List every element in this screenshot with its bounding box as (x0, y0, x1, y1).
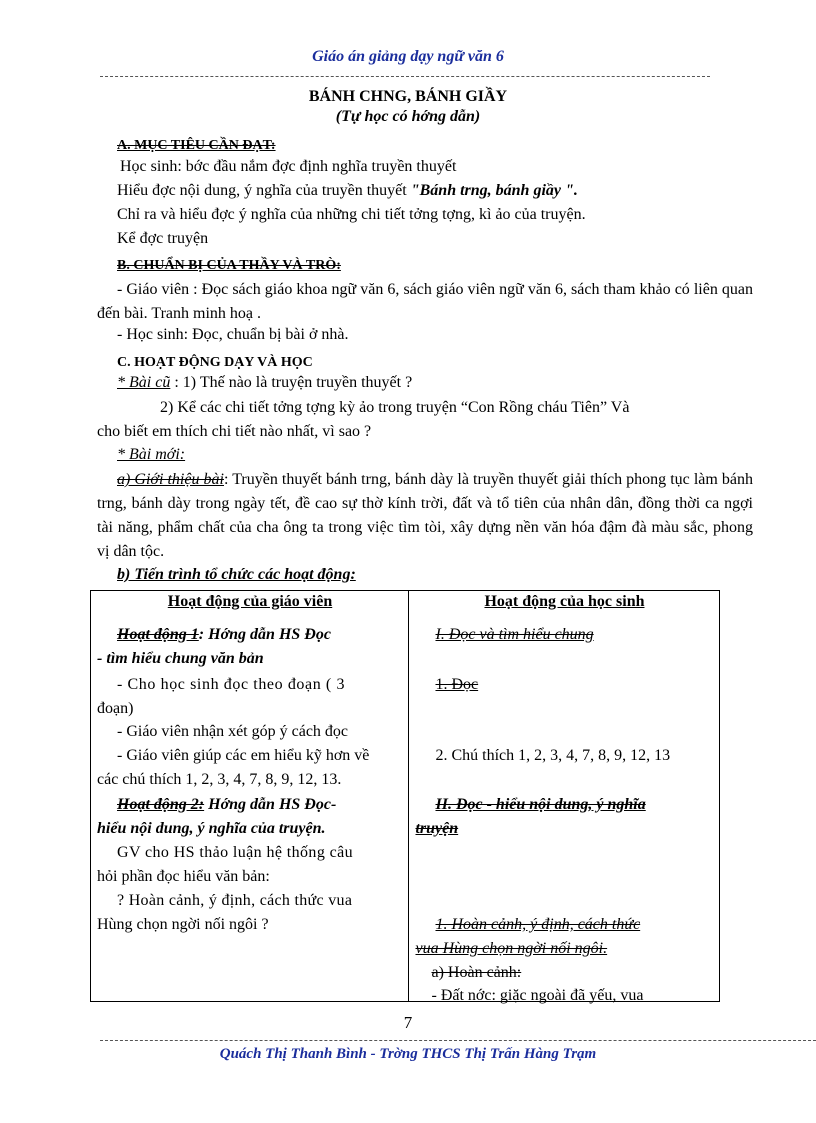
page-number: 7 (403, 1013, 413, 1032)
section-b-teacher: - Giáo viên : Đọc sách giáo khoa ngữ văn 6, sách giáo viên ngữ văn 6, sách tham khảo có liên quan đến bài. Tranh minh hoạ . (97, 281, 753, 322)
teacher-line-1b: đoạn) (97, 700, 134, 717)
section-a-line-1: Học sinh: bớc đầu nắm đợc định nghĩa truyền thuyết (120, 158, 457, 175)
teacher-line-2: - Giáo viên nhận xét góp ý cách đọc (117, 723, 349, 740)
old-lesson-label: * Bài cũ (117, 374, 171, 391)
teacher-line-3: - Giáo viên giúp các em hiểu kỹ hơn về (117, 747, 370, 764)
student-line-5: 1. Hoàn cảnh, ý định, cách thức (435, 916, 641, 933)
activities-table (90, 590, 720, 1002)
teacher-act2-b: hiểu nội dung, ý nghĩa của truyện. (97, 820, 326, 837)
student-column-header: Hoạt động của học sinh (484, 593, 645, 610)
student-line-7: - Đất nớc: giặc ngoài đã yếu, vua (431, 987, 644, 1004)
student-line-1: I. Đọc và tìm hiểu chung (435, 626, 594, 643)
student-line-3: 2. Chú thích 1, 2, 3, 4, 7, 8, 9, 12, 13 (435, 747, 671, 764)
teacher-act1-b: - tìm hiểu chung văn bản (97, 650, 264, 667)
act2-label: Hoạt động 2: (117, 796, 205, 813)
lesson-title: BÁNH CHNG, BÁNH GIẦY (308, 88, 508, 105)
page-footer: Quách Thị Thanh Bình - Trờng THCS Thị Trấn Hàng Trạm (219, 1046, 597, 1062)
student-line-5b: vua Hùng chọn ngời nối ngôi. (415, 940, 608, 957)
old-lesson-q1 (117, 374, 412, 392)
student-line-4: II. Đọc - hiểu nội dung, ý nghĩa (435, 796, 646, 813)
student-line-6: a) Hoàn cảnh: (431, 964, 522, 981)
story-title: "Bánh trng, bánh giầy ". (410, 182, 578, 199)
intro-paragraph (97, 468, 753, 564)
old-lesson-q2: 2) Kể các chi tiết tởng tợng kỳ ảo trong truyện “Con Rồng cháu Tiên” Và (160, 399, 630, 416)
teacher-line-4b: hỏi phần đọc hiểu văn bản: (97, 868, 270, 885)
footer-divider (100, 1040, 816, 1041)
act1-label: Hoạt động 1 (117, 626, 199, 643)
student-line-2: 1. Đọc (435, 676, 479, 693)
new-lesson-label: * Bài mới: (117, 446, 186, 463)
teacher-line-1: - Cho học sinh đọc theo đoạn ( 3 (117, 676, 346, 693)
teacher-column-header: Hoạt động của giáo viên (167, 593, 333, 610)
old-lesson-q2b: cho biết em thích chi tiết nào nhất, vì sao ? (97, 423, 372, 440)
teacher-act2 (117, 796, 336, 814)
teacher-act1 (117, 626, 331, 644)
section-a-line-2 (117, 182, 578, 200)
act1-text: : Hớng dẫn HS Đọc (198, 626, 331, 643)
section-c-heading: C. HOẠT ĐỘNG DẠY VÀ HỌC (117, 355, 313, 370)
section-a-line-4: Kể đợc truyện (117, 230, 209, 247)
section-b-student: - Học sinh: Đọc, chuẩn bị bài ở nhà. (117, 326, 349, 343)
lesson-subtitle: (Tự học có hớng dẫn) (335, 108, 481, 125)
intro-text: : Truyền thuyết bánh trng, bánh dày là truyền thuyết giải thích phong tục làm bánh trng, bánh dày trong ngày tết, đề cao sự thờ kính trời, đất và tổ tiên của nhân dân, đồng thời ca ngợi tài năng, phẩm chất của cha ông ta trong việc tìm tòi, xây dựng nền văn hóa đậm đà màu sắc, phong vị dân tộc. (97, 471, 754, 560)
teacher-line-3b: các chú thích 1, 2, 3, 4, 7, 8, 9, 12, 13. (97, 771, 342, 788)
section-b-heading: B. CHUẨN BỊ CỦA THẦY VÀ TRÒ: (117, 258, 341, 273)
act2-text: Hớng dẫn HS Đọc- (204, 796, 337, 813)
teacher-column (91, 591, 409, 1002)
section-a-line-2-text: Hiểu đợc nội dung, ý nghĩa của truyền thuyết (117, 182, 407, 199)
section-a-line-3: Chỉ ra và hiểu đợc ý nghĩa của những chi tiết tởng tợng, kì ảo của truyện. (117, 206, 586, 223)
old-lesson-q1-text: : 1) Thế nào là truyện truyền thuyết ? (174, 374, 413, 391)
section-a-heading: A. MỤC TIÊU CẦN ĐẠT: (117, 138, 276, 153)
page-header: Giáo án giảng dạy ngữ văn 6 (312, 48, 504, 65)
student-line-4b: truyện (415, 820, 459, 837)
process-heading: b) Tiến trình tổ chức các hoạt động: (117, 566, 356, 583)
teacher-line-5: ? Hoàn cảnh, ý định, cách thức vua (117, 892, 353, 909)
student-column (409, 591, 720, 1002)
teacher-line-5b: Hùng chọn ngời nối ngôi ? (97, 916, 269, 933)
intro-label: a) Giới thiệu bài (117, 471, 224, 488)
header-divider (100, 76, 710, 77)
teacher-line-4: GV cho HS thảo luận hệ thống câu (117, 844, 354, 861)
